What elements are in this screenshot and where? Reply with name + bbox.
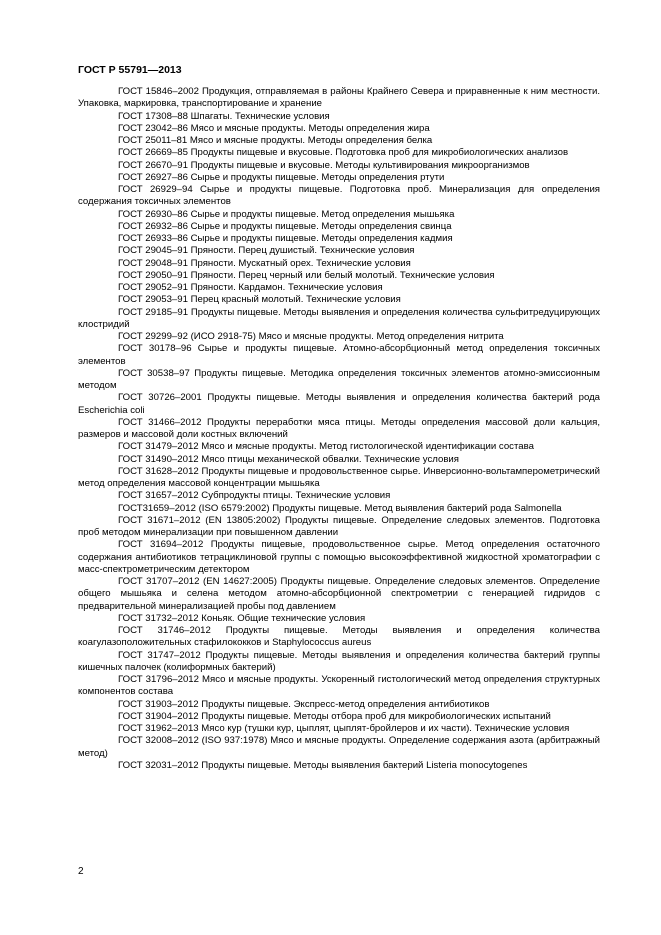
reference-item: ГОСТ 31694–2012 Продукты пищевые, продовольственное сырье. Метод определения остаточного содержания антибиотиков тетрациклиновой группы с помощью высокоэффективной жидкостной хроматографии с масс-спектрометрическим детектором [78,539,600,575]
reference-item: ГОСТ 31903–2012 Продукты пищевые. Экспресс-метод определения антибиотиков [118,698,490,710]
reference-item: ГОСТ 26932–86 Сырье и продукты пищевые. Методы определения свинца [118,220,452,232]
reference-item: ГОСТ 25011–81 Мясо и мясные продукты. Методы определения белка [118,135,433,146]
references-list [78,86,600,772]
reference-item: ГОСТ 32031–2012 Продукты пищевые. Методы выявления бактерий Listeria monocytogenes [118,759,528,771]
reference-item: ГОСТ 23042–86 Мясо и мясные продукты. Методы определения жира [118,122,430,134]
reference-item: ГОСТ 26670–91 Продукты пищевые и вкусовые. Методы культивирования микроорганизмов [118,159,530,171]
reference-item: ГОСТ 31628–2012 Продукты пищевые и продовольственное сырье. Инверсионно-вольтамперометрический метод определения массовой концентрации мышьяка [78,465,600,489]
reference-item: ГОСТ 29045–91 Пряности. Перец душистый. Технические условия [118,245,415,257]
reference-item: ГОСТ 29050–91 Пряности. Перец черный или белый молотый. Технические условия [118,269,495,281]
reference-item: ГОСТ 31796–2012 Мясо и мясные продукты. Ускоренный гистологический метод определения структурных компонентов состава [78,674,600,698]
page-number: 2 [78,866,84,877]
reference-item: ГОСТ 26927–86 Сырье и продукты пищевые. Методы определения ртути [118,171,445,183]
reference-item: ГОСТ 30538–97 Продукты пищевые. Методика определения токсичных элементов атомно-эмиссионным методом [78,367,600,391]
reference-item: ГОСТ 30178–96 Сырье и продукты пищевые. Атомно-абсорбционный метод определения токсичных элементов [78,343,600,367]
reference-item: ГОСТ 31490–2012 Мясо птицы механической обвалки. Технические условия [118,453,459,465]
reference-item: ГОСТ 15846–2002 Продукция, отправляемая в районы Крайнего Севера и приравненные к ним местности. Упаковка, маркировка, транспортирование и хранение [78,86,600,110]
reference-item: ГОСТ 31732–2012 Коньяк. Общие технические условия [118,612,366,624]
reference-item: ГОСТ 31747–2012 Продукты пищевые. Методы выявления и определения количества бактерий группы кишечных палочек (колиформных бактерий) [78,649,600,673]
reference-item: ГОСТ 17308–88 Шпагаты. Технические условия [118,110,330,122]
reference-item: ГОСТ 29052–91 Пряности. Кардамон. Технические условия [118,282,383,293]
reference-item: ГОСТ 26669–85 Продукты пищевые и вкусовые. Подготовка проб для микробиологических анализов [118,147,569,159]
reference-item: ГОСТ31659–2012 (ISO 6579:2002) Продукты пищевые. Метод выявления бактерий рода Salmonella [118,502,562,514]
reference-item: ГОСТ 32008–2012 (ISO 937:1978) Мясо и мясные продукты. Определение содержания азота (арбитражный метод) [78,735,600,759]
reference-item: ГОСТ 26933–86 Сырье и продукты пищевые. Методы определения кадмия [118,233,453,244]
reference-item: ГОСТ 29185–91 Продукты пищевые. Методы выявления и определения количества сульфитредуцирующих клостридий [78,306,600,330]
reference-item: ГОСТ 31657–2012 Субпродукты птицы. Технические условия [118,490,391,502]
reference-item: ГОСТ 31671–2012 (EN 13805:2002) Продукты пищевые. Определение следовых элементов. Подготовка проб методом минерализации при повышенном давлении [78,514,600,538]
reference-item: ГОСТ 26929–94 Сырье и продукты пищевые. Подготовка проб. Минерализация для определения содержания токсичных элементов [78,184,600,208]
reference-item: ГОСТ 31707–2012 (EN 14627:2005) Продукты пищевые. Определение следовых элементов. Определение общего мышьяка и селена методом атомно-абсорбционной спектрометрии с генерацией гидридов с предварительной минерализацией пробы под давлением [78,576,600,612]
reference-item: ГОСТ 31479–2012 Мясо и мясные продукты. Метод гистологической идентификации состава [118,441,534,453]
reference-item: ГОСТ 26930–86 Сырье и продукты пищевые. Метод определения мышьяка [118,208,455,220]
document-header: ГОСТ Р 55791—2013 [78,64,182,76]
reference-item: ГОСТ 31904–2012 Продукты пищевые. Методы отбора проб для микробиологических испытаний [118,710,551,722]
reference-item: ГОСТ 31466–2012 Продукты переработки мяса птицы. Методы определения массовой доли кальция, размеров и массовой доли костных включений [78,416,600,440]
reference-item: ГОСТ 29299–92 (ИСО 2918-75) Мясо и мясные продукты. Метод определения нитрита [118,331,504,342]
reference-item: ГОСТ 29048–91 Пряности. Мускатный орех. Технические условия [118,257,411,269]
reference-item: ГОСТ 31746–2012 Продукты пищевые. Методы выявления и определения количества коагулазоположительных стафилококков и Staphylococcus aureus [78,625,600,649]
reference-item: ГОСТ 30726–2001 Продукты пищевые. Методы выявления и определения количества бактерий рода Escherichia coli [78,392,600,416]
reference-item: ГОСТ 31962–2013 Мясо кур (тушки кур, цыплят, цыплят-бройлеров и их части). Технические условия [118,723,570,734]
reference-item: ГОСТ 29053–91 Перец красный молотый. Технические условия [118,294,401,306]
